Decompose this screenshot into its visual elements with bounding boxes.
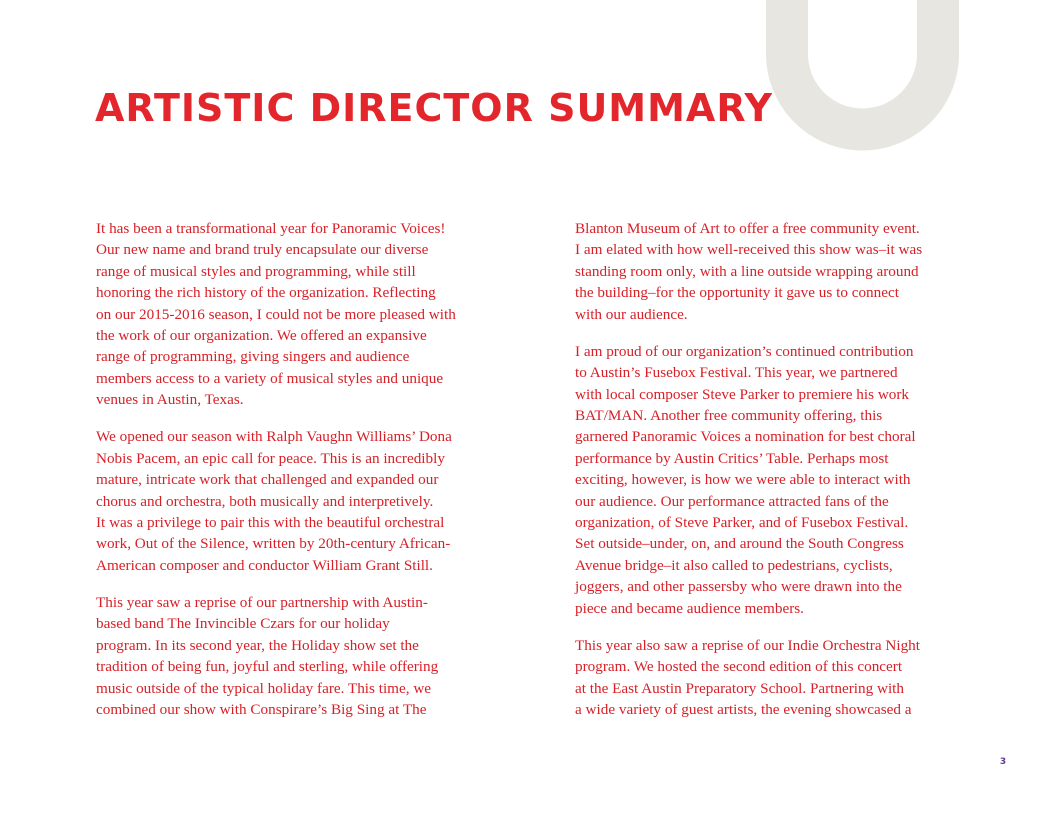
- text-line: with our audience.: [575, 305, 688, 323]
- page-number: 3: [999, 757, 1007, 767]
- paragraph: [575, 341, 967, 619]
- decorative-letter-shape: [766, 0, 959, 151]
- paragraph: [96, 592, 488, 720]
- text-line: garnered Panoramic Voices a nomination for best choral: [575, 428, 916, 446]
- text-line: venues in Austin, Texas.: [96, 391, 244, 409]
- text-line: combined our show with Conspirare’s Big Sing at The: [96, 700, 427, 718]
- text-line: our audience. Our performance attracted fans of the: [575, 492, 889, 510]
- text-line: the building–for the opportunity it gave us to connect: [575, 284, 899, 302]
- text-line: tradition of being fun, joyful and sterling, while offering: [96, 658, 439, 676]
- paragraph: [96, 218, 488, 411]
- text-line: mature, intricate work that challenged and expanded our: [96, 471, 439, 489]
- left-column: [96, 218, 488, 736]
- text-line: joggers, and other passersby who were drawn into the: [575, 578, 902, 596]
- text-line: piece and became audience members.: [575, 599, 804, 617]
- page-title: ARTISTIC DIRECTOR SUMMARY: [95, 86, 774, 130]
- right-column: [575, 218, 967, 736]
- text-line: work, Out of the Silence, written by 20th-century African-: [96, 535, 451, 553]
- text-line: This year also saw a reprise of our Indie Orchestra Night: [575, 636, 920, 654]
- text-line: range of programming, giving singers and audience: [96, 348, 410, 366]
- text-line: exciting, however, is how we were able to interact with: [575, 471, 911, 489]
- text-line: Avenue bridge–it also called to pedestrians, cyclists,: [575, 556, 893, 574]
- text-line: It was a privilege to pair this with the beautiful orchestral: [96, 513, 445, 531]
- text-line: Set outside–under, on, and around the South Congress: [575, 535, 904, 553]
- text-line: the work of our organization. We offered an expansive: [96, 327, 427, 345]
- text-line: This year saw a reprise of our partnership with Austin-: [96, 593, 428, 611]
- text-line: program. We hosted the second edition of this concert: [575, 658, 903, 676]
- text-line: We opened our season with Ralph Vaughn Williams’ Dona: [96, 428, 452, 446]
- text-line: I am elated with how well-received this show was–it was: [575, 241, 923, 259]
- paragraph: [96, 426, 488, 576]
- text-line: standing room only, with a line outside wrapping around: [575, 262, 919, 280]
- text-line: organization, of Steve Parker, and of Fusebox Festival.: [575, 513, 909, 531]
- text-line: based band The Invincible Czars for our holiday: [96, 615, 390, 633]
- text-line: BAT/MAN. Another free community offering, this: [575, 406, 883, 424]
- text-line: Blanton Museum of Art to offer a free community event.: [575, 220, 920, 237]
- text-line: performance by Austin Critics’ Table. Perhaps most: [575, 449, 889, 467]
- text-line: range of musical styles and programming, while still: [96, 262, 416, 280]
- text-line: American composer and conductor William Grant Still.: [96, 556, 433, 574]
- text-line: members access to a variety of musical styles and unique: [96, 369, 444, 387]
- text-line: a wide variety of guest artists, the evening showcased a: [575, 700, 912, 718]
- text-line: chorus and orchestra, both musically and interpretively.: [96, 492, 434, 510]
- text-line: It has been a transformational year for Panoramic Voices!: [96, 220, 446, 237]
- paragraph: [575, 218, 967, 325]
- text-line: Nobis Pacem, an epic call for peace. This is an incredibly: [96, 449, 445, 467]
- text-line: program. In its second year, the Holiday show set the: [96, 636, 419, 654]
- text-line: Our new name and brand truly encapsulate our diverse: [96, 241, 429, 259]
- text-line: on our 2015-2016 season, I could not be more pleased with: [96, 305, 456, 323]
- text-line: music outside of the typical holiday fare. This time, we: [96, 679, 432, 697]
- text-line: to Austin’s Fusebox Festival. This year, we partnered: [575, 364, 898, 382]
- text-line: I am proud of our organization’s continued contribution: [575, 342, 914, 360]
- text-line: at the East Austin Preparatory School. Partnering with: [575, 679, 904, 697]
- text-line: with local composer Steve Parker to premiere his work: [575, 385, 910, 403]
- text-line: honoring the rich history of the organization. Reflecting: [96, 284, 436, 302]
- paragraph: [575, 635, 967, 721]
